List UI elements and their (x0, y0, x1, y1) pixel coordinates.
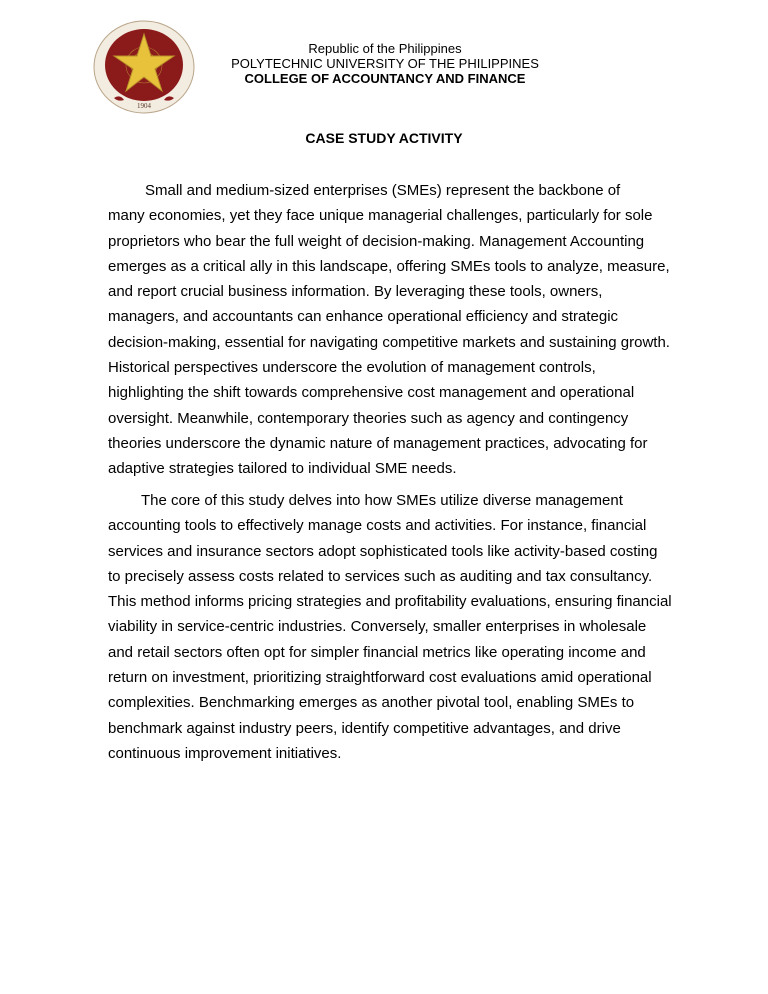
text-line: and retail sectors often opt for simpler financial metrics like operating income and (108, 643, 646, 661)
text-line: and report crucial business information. By leveraging these tools, owners, (108, 283, 603, 301)
text-line: decision-making, essential for navigating competitive markets and sustaining growth. (108, 333, 670, 351)
text-line: complexities. Benchmarking emerges as another pivotal tool, enabling SMEs to (108, 694, 635, 712)
text-line: adaptive strategies tailored to individual SME needs. (108, 460, 457, 478)
text-line: many economies, yet they face unique managerial challenges, particularly for sole (108, 207, 653, 225)
text-line: to precisely assess costs related to services such as auditing and tax consultancy. (108, 567, 653, 585)
header-university: POLYTECHNIC UNIVERSITY OF THE PHILIPPINES (231, 56, 539, 71)
text-line: continuous improvement initiatives. (108, 744, 342, 762)
university-seal-logo (92, 20, 196, 114)
text-line: Small and medium-sized enterprises (SMEs) represent the backbone of (145, 182, 621, 199)
text-line: managers, and accountants can enhance operational efficiency and strategic (108, 308, 619, 326)
header-republic: Republic of the Philippines (308, 41, 462, 56)
text-line: return on investment, prioritizing straightforward cost evaluations amid operational (108, 669, 652, 687)
text-line: accounting tools to effectively manage costs and activities. For instance, financial (108, 517, 647, 535)
text-line: theories underscore the dynamic nature of management practices, advocating for (108, 434, 648, 452)
text-line: The core of this study delves into how SMEs utilize diverse management (141, 492, 623, 509)
document-title: CASE STUDY ACTIVITY (305, 130, 463, 146)
text-line: services and insurance sectors adopt sophisticated tools like activity-based costing (108, 542, 658, 560)
text-line: highlighting the shift towards comprehensive cost management and operational (108, 384, 635, 402)
text-line: emerges as a critical ally in this landscape, offering SMEs tools to analyze, measure, (108, 257, 670, 275)
paragraph-core-study (108, 488, 688, 766)
text-line: This method informs pricing strategies and profitability evaluations, ensuring financial (108, 593, 672, 611)
text-line: Historical perspectives underscore the evolution of management controls, (108, 359, 596, 377)
text-line: viability in service-centric industries. Conversely, smaller enterprises in wholesale (108, 618, 647, 636)
text-line: benchmark against industry peers, identify competitive advantages, and drive (108, 719, 621, 737)
paragraph-intro (108, 178, 688, 482)
svg-text:1904: 1904 (137, 102, 151, 110)
header-college: COLLEGE OF ACCOUNTANCY AND FINANCE (244, 71, 526, 86)
text-line: proprietors who bear the full weight of decision-making. Management Accounting (108, 232, 645, 250)
text-line: oversight. Meanwhile, contemporary theories such as agency and contingency (108, 409, 629, 427)
